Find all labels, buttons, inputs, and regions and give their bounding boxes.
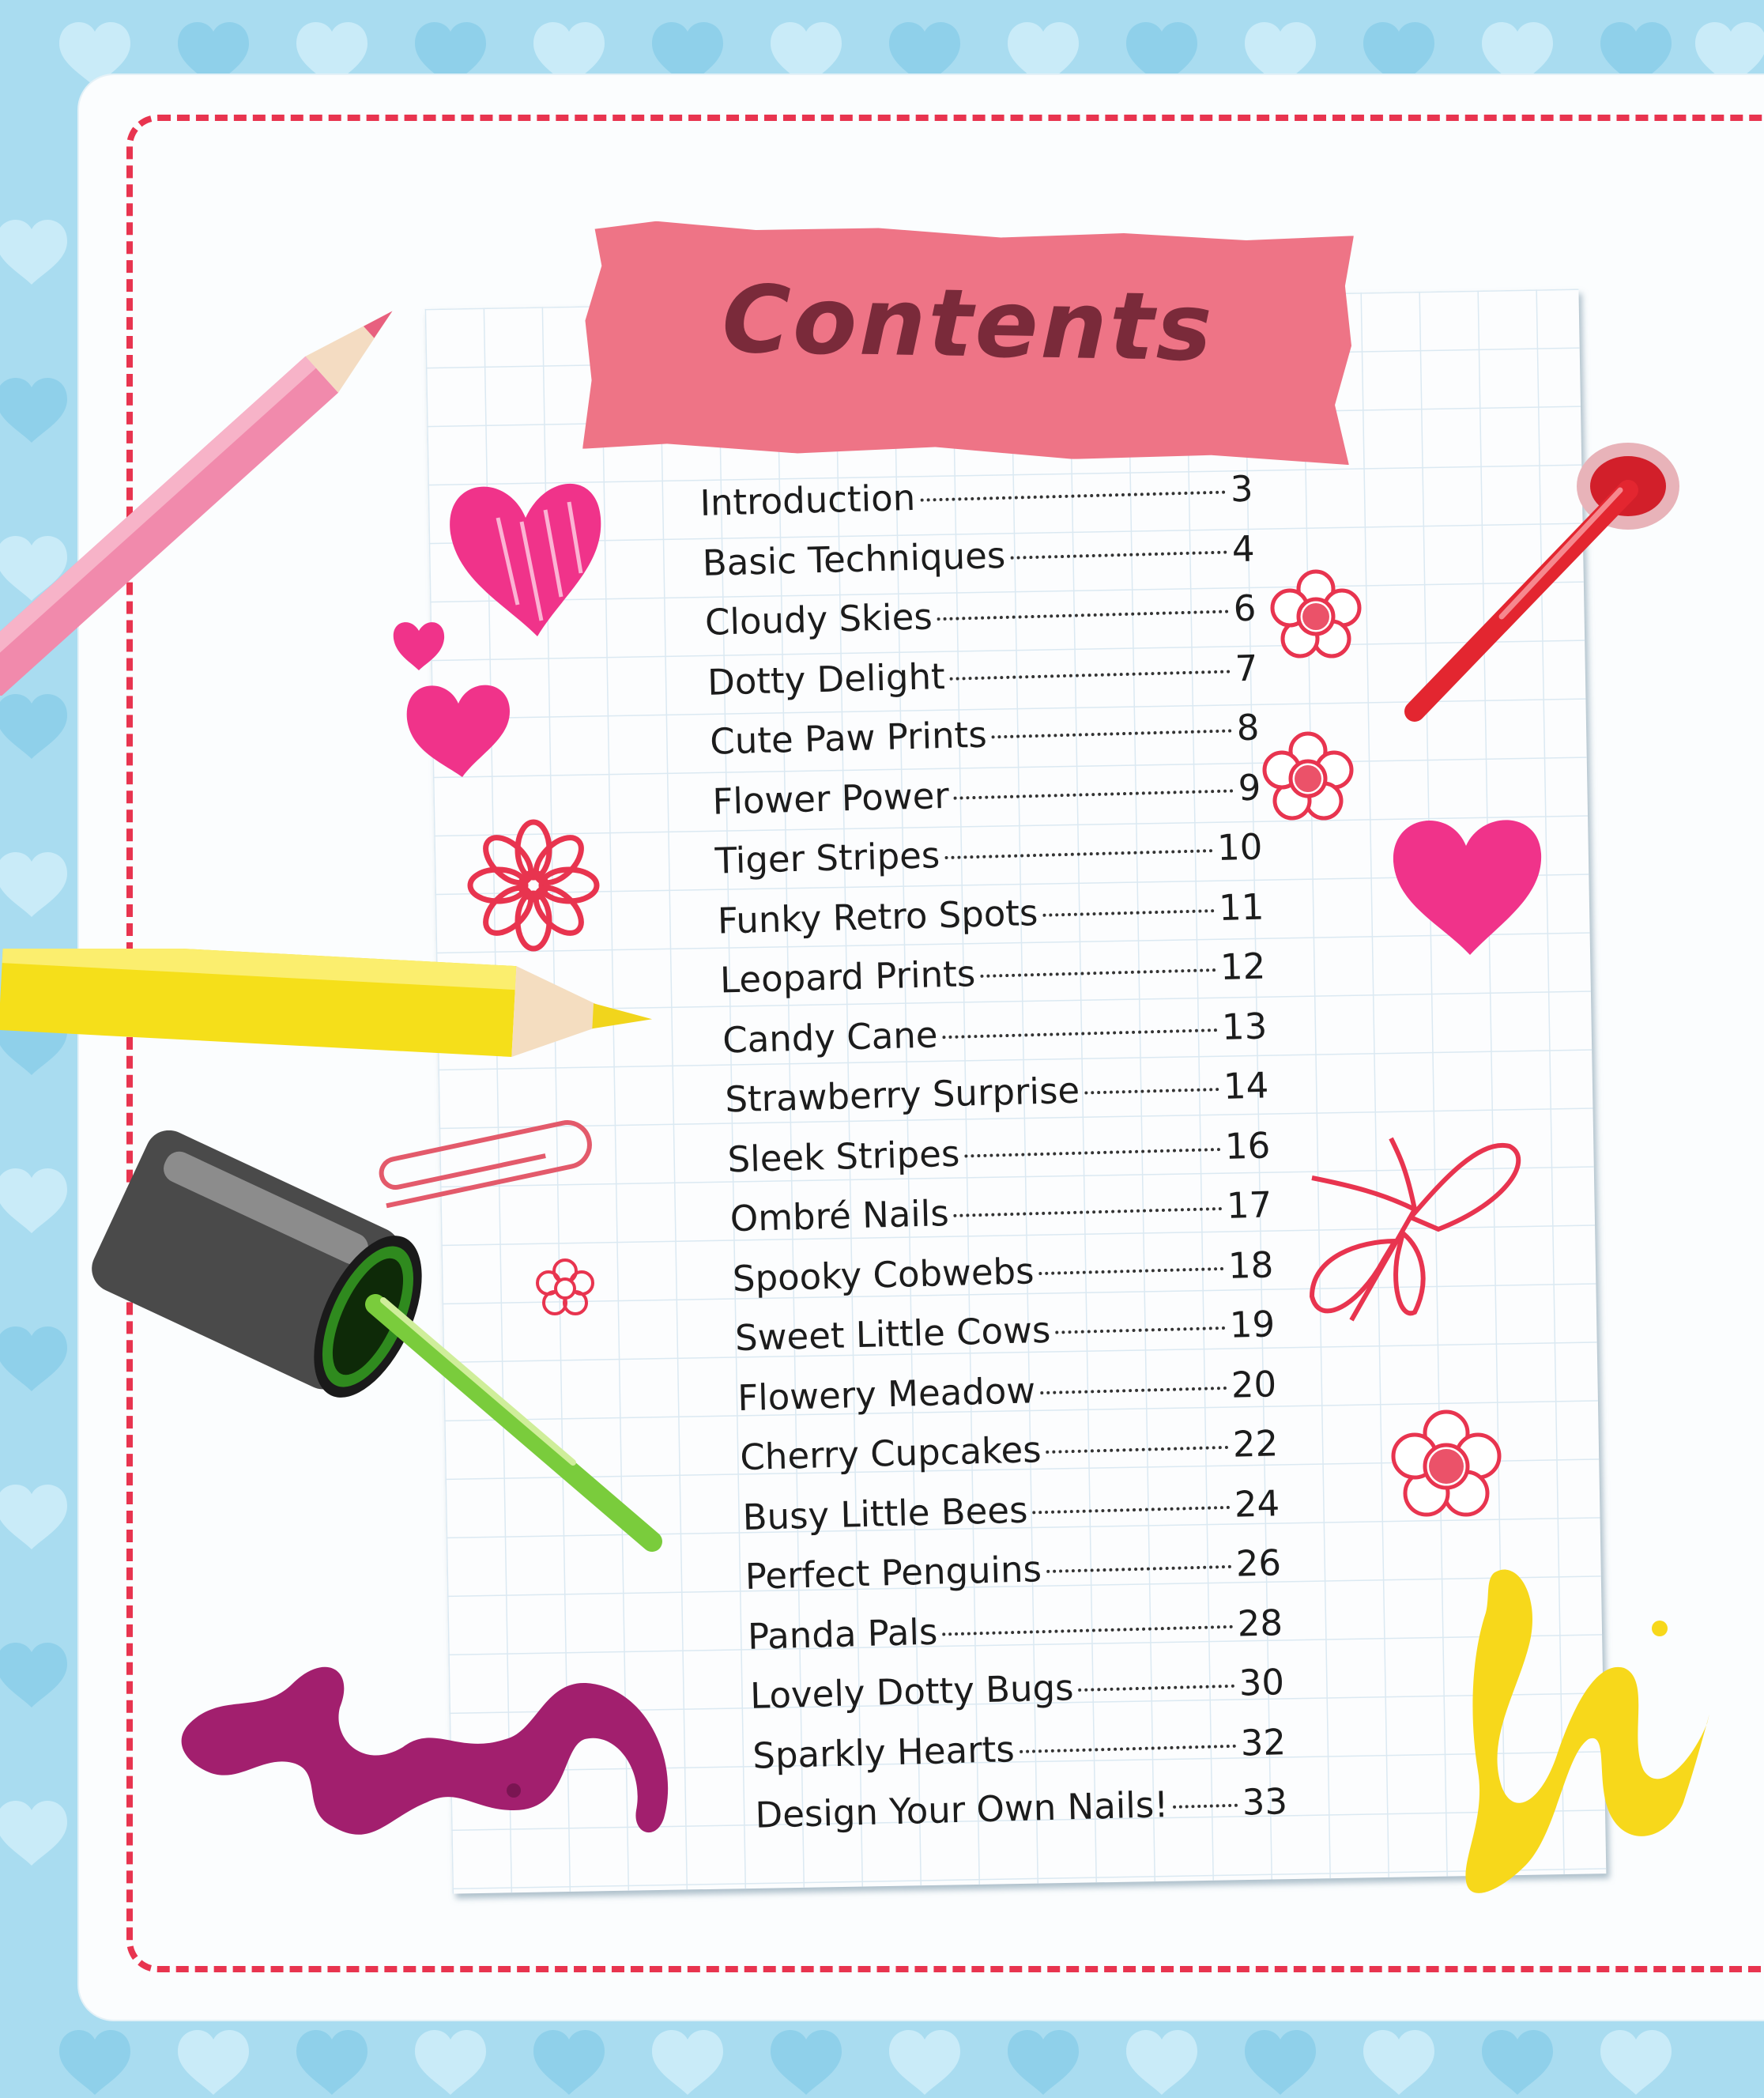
flower-icon [1261,561,1371,672]
toc-entry-page-number: 17 [1226,1183,1272,1227]
toc-entry-title: Cute Paw Prints [709,713,988,763]
toc-entry-title: Flower Power [711,774,950,823]
toc-entry-title: Spooky Cobwebs [732,1249,1035,1300]
toc-entry-page-number: 8 [1236,706,1261,749]
toc-entry-page-number: 32 [1240,1720,1287,1764]
toc-entry-title: Cloudy Skies [704,595,933,643]
toc-entry-page-number: 6 [1233,587,1257,630]
toc-entry-page-number: 26 [1235,1541,1282,1585]
dot-leader [937,610,1229,621]
flower-icon [1379,1399,1513,1534]
nail-polish-bottle-icon [83,1130,684,1573]
toc-entry-title: Introduction [699,476,916,524]
dot-leader [1084,1088,1219,1094]
yellow-pencil-icon [0,949,664,1075]
toc-entry-title: Ombré Nails [729,1192,950,1240]
dot-leader [980,968,1216,978]
toc-entry-title: Sleek Stripes [726,1132,960,1180]
toc-entry-page-number: 9 [1238,766,1262,809]
toc-entry-page-number: 3 [1230,467,1254,511]
toc-entry-title: Sweet Little Cows [734,1308,1051,1360]
toc-entry-page-number: 22 [1232,1422,1279,1466]
toc-entry-page-number: 28 [1237,1601,1283,1645]
toc-entry-title: Basic Techniques [702,534,1006,584]
toc-entry-page-number: 7 [1234,647,1259,689]
toc-entry-page-number: 30 [1238,1661,1285,1704]
dot-leader [1042,909,1214,917]
heart-icon [443,470,609,644]
dot-leader [1046,1565,1231,1573]
toc-entry-page-number: 24 [1234,1481,1280,1526]
dot-leader [1040,1386,1227,1394]
toc-entry-title: Perfect Penguins [744,1548,1042,1598]
nail-polish-brush-icon [375,1300,652,1541]
toc-entry-title: Funky Retro Spots [717,891,1039,942]
toc-entry-page-number: 4 [1231,527,1256,570]
flower-icon [466,818,601,953]
toc-entry-title: Sparkly Hearts [752,1727,1016,1777]
dot-leader [920,491,1226,502]
toc-entry-title: Design Your Own Nails! [754,1783,1169,1836]
toc-entry-title: Strawberry Surprise [724,1069,1080,1121]
dot-leader [964,1148,1220,1157]
toc-entry-page-number: 10 [1216,825,1264,870]
toc-entry-title: Candy Cane [722,1013,939,1061]
dot-leader [1173,1804,1238,1809]
polish-splash-icon [1454,1549,1723,1921]
toc-entry-title: Leopard Prints [719,953,976,1002]
toc-entry-title: Lovely Dotty Bugs [749,1666,1075,1717]
dot-leader [942,1028,1217,1039]
toc-entry-page-number: 19 [1229,1303,1276,1346]
toc-entry-title: Dotty Delight [707,655,946,704]
dot-leader [1078,1685,1234,1692]
heart-icon [1387,806,1545,957]
toc-entry-page-number: 18 [1227,1243,1274,1287]
nail-polish-brush-icon [1391,427,1691,735]
table-of-contents [699,468,1288,1855]
dot-leader [1055,1326,1225,1334]
toc-entry-page-number: 12 [1219,945,1266,988]
dot-leader [1046,1446,1228,1454]
toc-entry-page-number: 33 [1241,1780,1288,1824]
toc-entry-page-number: 14 [1223,1064,1269,1107]
toc-entry-title: Panda Pals [747,1610,938,1658]
dot-leader [1020,1744,1236,1753]
toc-entry-title: Cherry Cupcakes [739,1428,1042,1479]
toc-entry-title: Flowery Meadow [737,1368,1036,1419]
polish-splash-icon [174,1613,688,1850]
toc-entry-title: Tiger Stripes [714,834,940,882]
page-title: Contents [721,264,1216,383]
dot-leader [1032,1505,1230,1514]
dot-leader [954,1207,1222,1217]
toc-entry-page-number: 20 [1231,1362,1277,1406]
toc-entry-page-number: 11 [1218,885,1265,929]
heart-icon [391,617,447,672]
dot-leader [950,670,1231,680]
dot-leader [1010,550,1227,559]
dot-leader [942,1624,1233,1636]
dot-leader [992,729,1232,738]
toc-entry-title: Busy Little Bees [741,1489,1029,1538]
dot-leader [1038,1266,1223,1274]
dot-leader [954,789,1234,799]
dot-leader [944,849,1212,859]
flower-icon [1253,723,1363,834]
toc-entry-page-number: 13 [1221,1004,1268,1048]
toc-entry-page-number: 16 [1224,1123,1271,1168]
butterfly-icon [1296,1123,1533,1344]
heart-icon [403,676,514,779]
